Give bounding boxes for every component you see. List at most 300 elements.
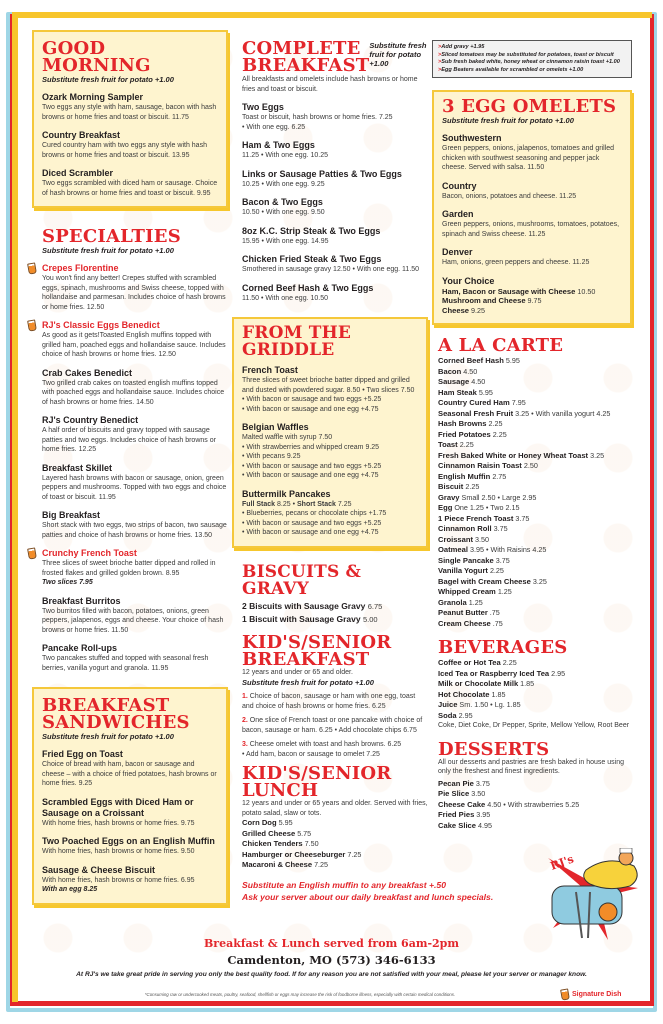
item-price: 5.95: [278, 818, 293, 827]
signature-dish-icon: [27, 547, 37, 559]
menu-item: [42, 510, 228, 540]
list-item: [438, 524, 632, 535]
item-description: As good as it gets!Toasted English muffins topped with grilled ham, poached eggs and hollandaise sauce. Includes choice of hash browns or home fries. 12.50: [42, 332, 226, 358]
list-item: [438, 440, 632, 451]
quality-statement: At RJ's we take great pride in serving you only the best quality food. If for any reason you are not satisfied with your meal, please let your server or manager know.: [76, 971, 587, 978]
item-price: 1.85: [491, 689, 506, 699]
list-item: [438, 800, 632, 811]
list-item: [242, 829, 428, 840]
item-price: 7.95: [511, 398, 526, 408]
menu-item: [42, 463, 228, 503]
beverages-list: [438, 658, 632, 721]
your-choice-options: [442, 287, 622, 316]
menu-item: [242, 489, 418, 538]
complete-breakfast-section: [232, 30, 428, 303]
item-name: Your Choice: [442, 275, 495, 286]
section-intro: All breakfasts and omelets include hash browns or home fries and toast or biscuit.: [242, 76, 418, 93]
item-description: Bacon, onions, potatoes and cheese. 11.25: [442, 192, 577, 200]
section-note: Substitute fresh fruit for potato +1.00: [42, 732, 174, 741]
section-note: Substitute fresh fruit for potato +1.00: [42, 246, 174, 255]
item-line: • With bacon or sausage and one egg +4.75: [242, 405, 379, 413]
item-name: Ham & Two Eggs: [242, 140, 315, 150]
item-line: • With bacon or sausage and two eggs +5.25: [242, 519, 382, 527]
item-name: Garden: [442, 209, 474, 220]
item-price: 2.50: [523, 461, 538, 471]
item-price: 4.50: [463, 366, 478, 376]
item-description: Two eggs any style with ham, sausage, bacon with hash browns or home fries and toast or biscuit. 11.75: [42, 104, 217, 121]
item-price: 3.25: [532, 576, 547, 586]
item-line: • With strawberries and whipped cream 9.25: [242, 443, 380, 451]
item-name: Whipped Cream: [438, 587, 496, 597]
item-name: Big Breakfast: [42, 510, 101, 520]
item-name: Breakfast Skillet: [42, 462, 113, 473]
consumption-warning: *Consuming raw or undercooked meats, poultry, seafood, shellfish or eggs may increase the risk of foodborne illness, especially with certain medical conditions.: [144, 992, 456, 997]
menu-item: [42, 130, 218, 160]
kids-breakfast-section: [232, 631, 428, 760]
item-name: RJ's Country Benedict: [42, 415, 139, 425]
rjs-logo-icon: [538, 848, 648, 940]
section-note: Substitute fresh fruit for potato +1.00: [442, 116, 574, 126]
option-number: 2.: [242, 717, 248, 724]
list-item: [438, 700, 632, 711]
item-name: Diced Scrambler: [42, 168, 114, 178]
note-line: >Sliced tomatoes may be substituted for potatoes, toast or biscuit: [438, 51, 614, 58]
option-description: Cheese omelet with toast and hash browns. 6.25: [249, 741, 402, 748]
signature-legend-label: Signature Dish: [572, 991, 622, 998]
item-name: Two Eggs: [242, 102, 284, 112]
menu-item: [42, 92, 218, 122]
item-description: Layered hash browns with bacon or sausage, onion, green peppers and mushrooms. Topped with two eggs and choice of toast or biscuit. 11.95: [42, 474, 227, 501]
menu-item: [42, 596, 228, 636]
item-price: 2.25: [465, 482, 480, 492]
item-name: English Muffin: [438, 471, 491, 481]
section-title: COMPLETE: [242, 38, 361, 59]
item-name: Crunchy French Toast: [42, 548, 137, 558]
item-name: Country Cured Ham: [438, 398, 510, 408]
item-line: • Blueberries, pecans or chocolate chips +1.75: [242, 510, 387, 517]
item-price: 1.25: [468, 597, 483, 607]
kids-option: [242, 716, 428, 735]
griddle-section: [232, 317, 428, 548]
list-item: [438, 810, 632, 821]
list-item: [438, 409, 632, 420]
desserts-list: [438, 779, 632, 832]
item-name: Egg: [438, 503, 453, 513]
list-item: [438, 451, 632, 462]
item-name: Fried Potatoes: [438, 429, 491, 439]
item-name: Cheese Cake: [438, 799, 486, 809]
note-line: >Sub fresh baked white, honey wheat or cinnamon raisin toast +1.00: [438, 59, 620, 66]
item-name: Crepes Florentine: [42, 263, 119, 273]
section-intro: 12 years and under or 65 years and older. Served with fries, potato salad, slaw or tots.: [242, 800, 428, 817]
item-price: 5.00: [362, 614, 378, 624]
option-number: 3.: [242, 741, 248, 748]
item-name: Denver: [442, 247, 473, 258]
item-name: Chicken Fried Steak & Two Eggs: [242, 254, 382, 264]
biscuits-gravy-section: [232, 561, 428, 626]
breakfast-sandwiches-section: [32, 687, 228, 905]
item-name: Sausage & Cheese Biscuit: [42, 864, 156, 875]
item-price: Small 2.50 • Large 2.95: [461, 492, 537, 502]
item-name: Breakfast Burritos: [42, 595, 121, 606]
menu-item: [242, 422, 418, 481]
section-note: Substitute fresh fruit for potato +1.00: [369, 41, 427, 68]
item-name: Ozark Morning Sampler: [42, 92, 144, 102]
item-price: 3.75: [475, 778, 490, 788]
item-name: Peanut Butter: [438, 608, 488, 618]
item-name: Croissant: [438, 534, 474, 544]
menu-item: [42, 797, 218, 829]
item-price: .75: [492, 618, 503, 628]
item-price: 7.25: [314, 860, 329, 869]
item-price: 2.25: [489, 566, 504, 576]
section-title: FROM THE GRIDDLE: [242, 323, 352, 360]
item-name: RJ's Classic Eggs Benedict: [42, 320, 160, 330]
option-description: Choice of bacon, sausage or ham with one egg, toast and choice of hash browns or home fries. 6.25: [242, 693, 416, 710]
item-line: • With bacon or sausage and one egg +4.75: [242, 529, 379, 536]
menu-item: [442, 181, 622, 202]
a-la-carte-list: [438, 356, 632, 629]
list-item: [438, 514, 632, 525]
section-title-line2: LUNCH: [242, 780, 319, 801]
left-column: [32, 30, 228, 905]
item-name: Soda: [438, 710, 457, 720]
item-name: 1 Biscuit with Sausage Gravy: [242, 613, 361, 624]
item-description: Choice of bread with ham, bacon or sausage and cheese – with a choice of fried potatoes, hash browns or home fries. 9.25: [42, 761, 217, 787]
menu-item: [242, 169, 428, 190]
list-item: [438, 545, 632, 556]
section-title-line2: BREAKFAST: [242, 55, 370, 76]
item-price: 3.50: [471, 789, 486, 799]
list-item: [242, 818, 428, 829]
item-name: Cream Cheese: [438, 618, 491, 628]
item-name: Scrambled Eggs with Diced Ham or Sausage on a Croissant: [42, 796, 194, 818]
list-item: [438, 419, 632, 430]
rjs-logo: [538, 848, 648, 940]
a-la-carte-section: [432, 337, 632, 629]
menu-item-signature: [42, 263, 228, 312]
menu-item: [42, 749, 218, 789]
section-title: BEVERAGES: [438, 637, 568, 659]
location-phone: Camdenton, MO (573) 346-6133: [227, 953, 436, 967]
right-column: [432, 30, 632, 831]
item-price: 3.75: [515, 513, 530, 523]
item-price: 4.50: [471, 377, 486, 387]
item-description: 10.25 • With one egg. 9.25: [242, 180, 325, 188]
menu-item: [42, 415, 228, 455]
item-name: 1 Piece French Toast: [438, 513, 514, 523]
desserts-section: [432, 738, 632, 832]
item-name: Iced Tea or Raspberry Iced Tea: [438, 668, 550, 678]
list-item: [438, 669, 632, 680]
item-name: Milk or Chocolate Milk: [438, 679, 519, 689]
item-name: Hamburger or Cheeseburger: [242, 849, 346, 859]
item-price: 6.75: [367, 601, 383, 611]
item-extra: With an egg 8.25: [42, 886, 98, 893]
full-stack-label: Full Stack: [242, 500, 276, 508]
option-description: One slice of French toast or one pancake with choice of bacon, sausage or ham. 6.25 • Add chocolate chips 6.75: [242, 717, 423, 734]
item-name: Biscuit: [438, 482, 464, 492]
hours-banner: Breakfast & Lunch served from 6am-2pm: [203, 937, 460, 950]
list-item: [438, 535, 632, 546]
item-name: Bacon & Two Eggs: [242, 197, 323, 207]
item-name: Macaroni & Cheese: [242, 860, 313, 869]
section-title: KID'S/SENIOR: [242, 763, 392, 784]
item-description: Three slices of sweet brioche batter dipped and rolled in frosted flakes and grilled golden brown. 8.95: [42, 560, 216, 577]
section-title: KID'S/SENIOR: [242, 631, 392, 653]
list-item: [438, 430, 632, 441]
item-description: With home fries, hash browns or home fries. 9.75: [42, 819, 195, 827]
menu-item: [242, 226, 428, 247]
item-description: You won't find any better! Crepes stuffed with scrambled eggs, spinach, mushrooms and Swiss cheese, topped with hollandaise and parmesan. Includes choice of hash browns or home fries. 12.50: [42, 275, 226, 311]
specials-note: [232, 879, 532, 903]
item-name: 8oz K.C. Strip Steak & Two Eggs: [242, 225, 381, 236]
omelets-section: [432, 90, 632, 325]
item-description: 10.50 • With one egg. 9.50: [242, 209, 325, 216]
list-item: [438, 482, 632, 493]
list-item: [242, 850, 428, 861]
item-name: Oatmeal: [438, 545, 468, 555]
item-price: 5.75: [297, 828, 312, 838]
item-name: Chicken Tenders: [242, 839, 303, 848]
menu-item: [242, 613, 428, 626]
menu-item: [42, 168, 218, 198]
section-title: A LA CARTE: [438, 335, 564, 357]
list-item: [438, 598, 632, 609]
option-extra: • Add ham, bacon or sausage to omelet 7.25: [242, 750, 380, 758]
item-description: With home fries, hash browns or home fries. 9.50: [42, 848, 195, 855]
list-item: Cheese 9.25: [442, 305, 486, 315]
item-name: Sausage: [438, 377, 470, 387]
section-title: DESSERTS: [438, 738, 550, 760]
item-price: 1.85: [520, 679, 535, 689]
item-name: Coffee or Hot Tea: [438, 658, 501, 668]
item-name: Fried Egg on Toast: [42, 749, 123, 759]
item-name: Country: [442, 180, 477, 191]
item-name: Juice: [438, 700, 458, 710]
section-note: Substitute fresh fruit for potato +1.00: [42, 75, 174, 84]
good-morning-section: [32, 30, 228, 208]
item-price: Sm. 1.50 • Lg. 1.85: [459, 700, 521, 710]
item-price: 1.25: [497, 587, 512, 597]
item-price: 3.95: [476, 810, 491, 820]
short-stack-label: Short Stack: [297, 500, 336, 508]
item-name: Seasonal Fresh Fruit: [438, 408, 514, 418]
item-description: Green peppers, onions, mushrooms, tomatoes, potatoes, spinach and Swiss cheese. 11.25: [442, 221, 620, 238]
list-item: [438, 566, 632, 577]
item-name: Fresh Baked White or Honey Wheat Toast: [438, 450, 589, 460]
menu-item-signature: [42, 320, 228, 360]
item-name: Hash Browns: [438, 419, 487, 429]
kids-option: [242, 692, 428, 711]
item-name: Southwestern: [442, 133, 502, 144]
list-item: [438, 398, 632, 409]
item-name: Hot Chocolate: [438, 689, 490, 699]
menu-item: [242, 197, 428, 218]
list-item: Ham, Bacon or Sausage with Cheese 10.50: [442, 286, 596, 296]
item-price: 2.25: [492, 429, 507, 439]
menu-item: [242, 600, 428, 613]
item-line: • With bacon or sausage and two eggs +5.25: [242, 396, 382, 403]
item-name: Single Pancake: [438, 555, 494, 565]
section-title-line2: BREAKFAST: [242, 648, 370, 670]
signature-dish-legend: [561, 989, 621, 1000]
short-stack-price: 7.25: [337, 500, 352, 508]
add-ons-notes-box: [432, 40, 632, 78]
svg-text:RJ's: RJ's: [548, 852, 576, 873]
item-name: Fried Pies: [438, 810, 475, 820]
item-price: 7.25: [347, 849, 362, 859]
section-intro: 12 years and under or 65 and older.: [242, 668, 353, 676]
item-name: Gravy: [438, 492, 460, 502]
item-price: One 1.25 • Two 2.15: [454, 503, 520, 513]
menu-item: [42, 865, 218, 895]
section-intro: All our desserts and pastries are fresh baked in house using only the freshest and finest ingredients.: [438, 758, 624, 776]
item-description: Smothered in sausage gravy 12.50 • With one egg. 11.50: [242, 266, 420, 273]
item-description: Two burritos filled with bacon, potatoes, onions, green peppers, jalapenos, eggs and cheese. Your choice of hash browns or home fries. 11.50: [42, 607, 224, 634]
beverages-section: [432, 639, 632, 731]
list-item: [438, 711, 632, 722]
list-item: Mushroom and Cheese 9.75: [442, 296, 542, 306]
list-item: [438, 503, 632, 514]
item-description: Ham, onions, green peppers and cheese. 11.25: [442, 259, 590, 267]
list-item: [438, 690, 632, 701]
menu-item: [42, 836, 218, 857]
item-price: 2.25: [488, 419, 503, 429]
item-name: Two Poached Eggs on an English Muffin: [42, 836, 215, 846]
item-line: Malted waffle with syrup 7.50: [242, 434, 333, 441]
menu-item: [442, 209, 622, 239]
item-name: Bagel with Cream Cheese: [438, 576, 531, 586]
list-item: [438, 388, 632, 399]
menu-item: [42, 643, 228, 673]
menu-item: [442, 247, 622, 268]
list-item: [438, 821, 632, 832]
item-description: Green peppers, onions, jalapenos, tomatoes and grilled chicken with southwest seasoning and pepper jack cheese. Served with salsa. 11.50: [442, 145, 614, 172]
item-name: Corned Beef Hash: [438, 356, 504, 366]
item-description: With home fries, hash browns or home fries. 6.95: [42, 876, 195, 884]
item-line: Three slices of sweet brioche batter dipped and grilled and dusted with powdered sugar. 8.50 • Two slices 7.50: [242, 377, 415, 394]
section-title: GOOD MORNING: [42, 38, 151, 76]
item-price: 3.25 • With vanilla yogurt 4.25: [515, 408, 611, 418]
item-description: Cured country ham with two eggs any style with hash browns or home fries and toast or biscuit. 13.95: [42, 142, 207, 159]
list-item: [438, 658, 632, 669]
item-extra: • With one egg. 6.25: [242, 123, 306, 131]
item-price: 5.95: [505, 356, 520, 366]
menu-item: [242, 102, 428, 132]
list-item: [242, 839, 428, 850]
pancake-stack-prices: Full Stack 8.25 • Short Stack 7.25: [242, 500, 352, 508]
menu-item-your-choice: [442, 276, 622, 316]
menu-item: [42, 368, 228, 408]
item-description: 11.25 • With one egg. 10.25: [242, 152, 328, 159]
option-number: 1.: [242, 693, 248, 700]
list-item: [438, 789, 632, 800]
item-name: 2 Biscuits with Sausage Gravy: [242, 600, 366, 611]
item-price: 3.95 • With Raisins 4.25: [469, 545, 547, 555]
menu-item-signature: [42, 548, 228, 588]
list-item: [438, 472, 632, 483]
item-description: Short stack with two eggs, two strips of bacon, two sausage patties and choice of hash browns or home fries. 13.50: [42, 522, 227, 539]
item-price: 3.75: [493, 524, 508, 534]
list-item: [438, 493, 632, 504]
signature-dish-icon: [560, 988, 570, 1000]
item-price: 2.95: [458, 710, 473, 720]
item-description: Two pancakes stuffed and topped with seasonal fresh berries, vanilla yogurt and granola. 11.95: [42, 655, 209, 672]
section-title: BREAKFAST: [42, 695, 170, 716]
menu-item: [242, 254, 428, 275]
item-price: 2.25: [459, 440, 474, 450]
item-name: Belgian Waffles: [242, 422, 309, 432]
item-name: Pie Slice: [438, 789, 470, 799]
english-muffin-note: Substitute an English muffin to any breakfast +.50: [242, 879, 446, 890]
item-name: Bacon: [438, 366, 462, 376]
item-extra: Two slices 7.95: [42, 579, 93, 586]
item-name: Cinnamon Raisin Toast: [438, 461, 522, 471]
item-name: Buttermilk Pancakes: [242, 488, 331, 499]
item-description: Two grilled crab cakes on toasted english muffins topped with poached eggs and hollandaise sauce. Includes choice of hash browns or home fries. 14.50: [42, 379, 225, 406]
item-name: Vanilla Yogurt: [438, 566, 488, 576]
item-description: 11.50 • With one egg. 10.50: [242, 294, 328, 302]
kids-lunch-section: [232, 765, 428, 871]
item-name: Cinnamon Roll: [438, 524, 492, 534]
item-price: 2.25: [502, 658, 517, 668]
item-name: Corned Beef Hash & Two Eggs: [242, 282, 374, 293]
section-title: BISCUITS & GRAVY: [242, 561, 362, 599]
menu-item: [242, 140, 428, 161]
item-description: Toast or biscuit, hash browns or home fries. 7.25: [242, 114, 393, 121]
full-stack-price: 8.25: [277, 500, 291, 508]
list-item: [438, 461, 632, 472]
section-title: 3 EGG OMELETS: [442, 96, 617, 118]
item-price: .75: [489, 608, 500, 618]
item-line: • With bacon or sausage and one egg +4.75: [242, 472, 379, 479]
section-title-line2: SANDWICHES: [42, 712, 190, 733]
item-price: 4.95: [478, 820, 492, 830]
note-line: >Add gravy +1.95: [438, 44, 485, 50]
list-item: [438, 556, 632, 567]
list-item: [438, 377, 632, 388]
list-item: [438, 577, 632, 588]
item-price: 3.25: [590, 450, 605, 460]
item-price: 4.50 • With strawberries 5.25: [487, 799, 580, 809]
menu-item: [242, 365, 418, 414]
section-note: Substitute fresh fruit for potato +1.00: [242, 678, 374, 687]
list-item: [438, 608, 632, 619]
item-price: 2.95: [551, 668, 566, 678]
item-price: 7.50: [304, 839, 319, 848]
list-item: [438, 779, 632, 790]
item-price: 2.75: [492, 471, 507, 481]
note-line: >Egg Beaters available for scrambled or omelets +1.00: [438, 66, 584, 73]
item-name: Links or Sausage Patties & Two Eggs: [242, 168, 402, 179]
kids-option: [242, 740, 428, 759]
item-name: Toast: [438, 440, 458, 450]
list-item: [242, 860, 428, 871]
item-name: Ham Steak: [438, 387, 477, 397]
section-title: SPECIALTIES: [42, 226, 181, 247]
item-name: Pancake Roll-ups: [42, 643, 118, 653]
item-description: 15.95 • With one egg. 14.95: [242, 237, 329, 245]
item-name: Corn Dog: [242, 818, 277, 827]
list-item: [438, 356, 632, 367]
menu-item: [442, 133, 622, 173]
item-name: Pecan Pie: [438, 778, 474, 788]
list-item: [438, 587, 632, 598]
signature-dish-icon: [27, 262, 37, 274]
soda-flavors: Coke, Diet Coke, Dr Pepper, Sprite, Mellow Yellow, Root Beer: [438, 722, 630, 730]
list-item: [438, 679, 632, 690]
